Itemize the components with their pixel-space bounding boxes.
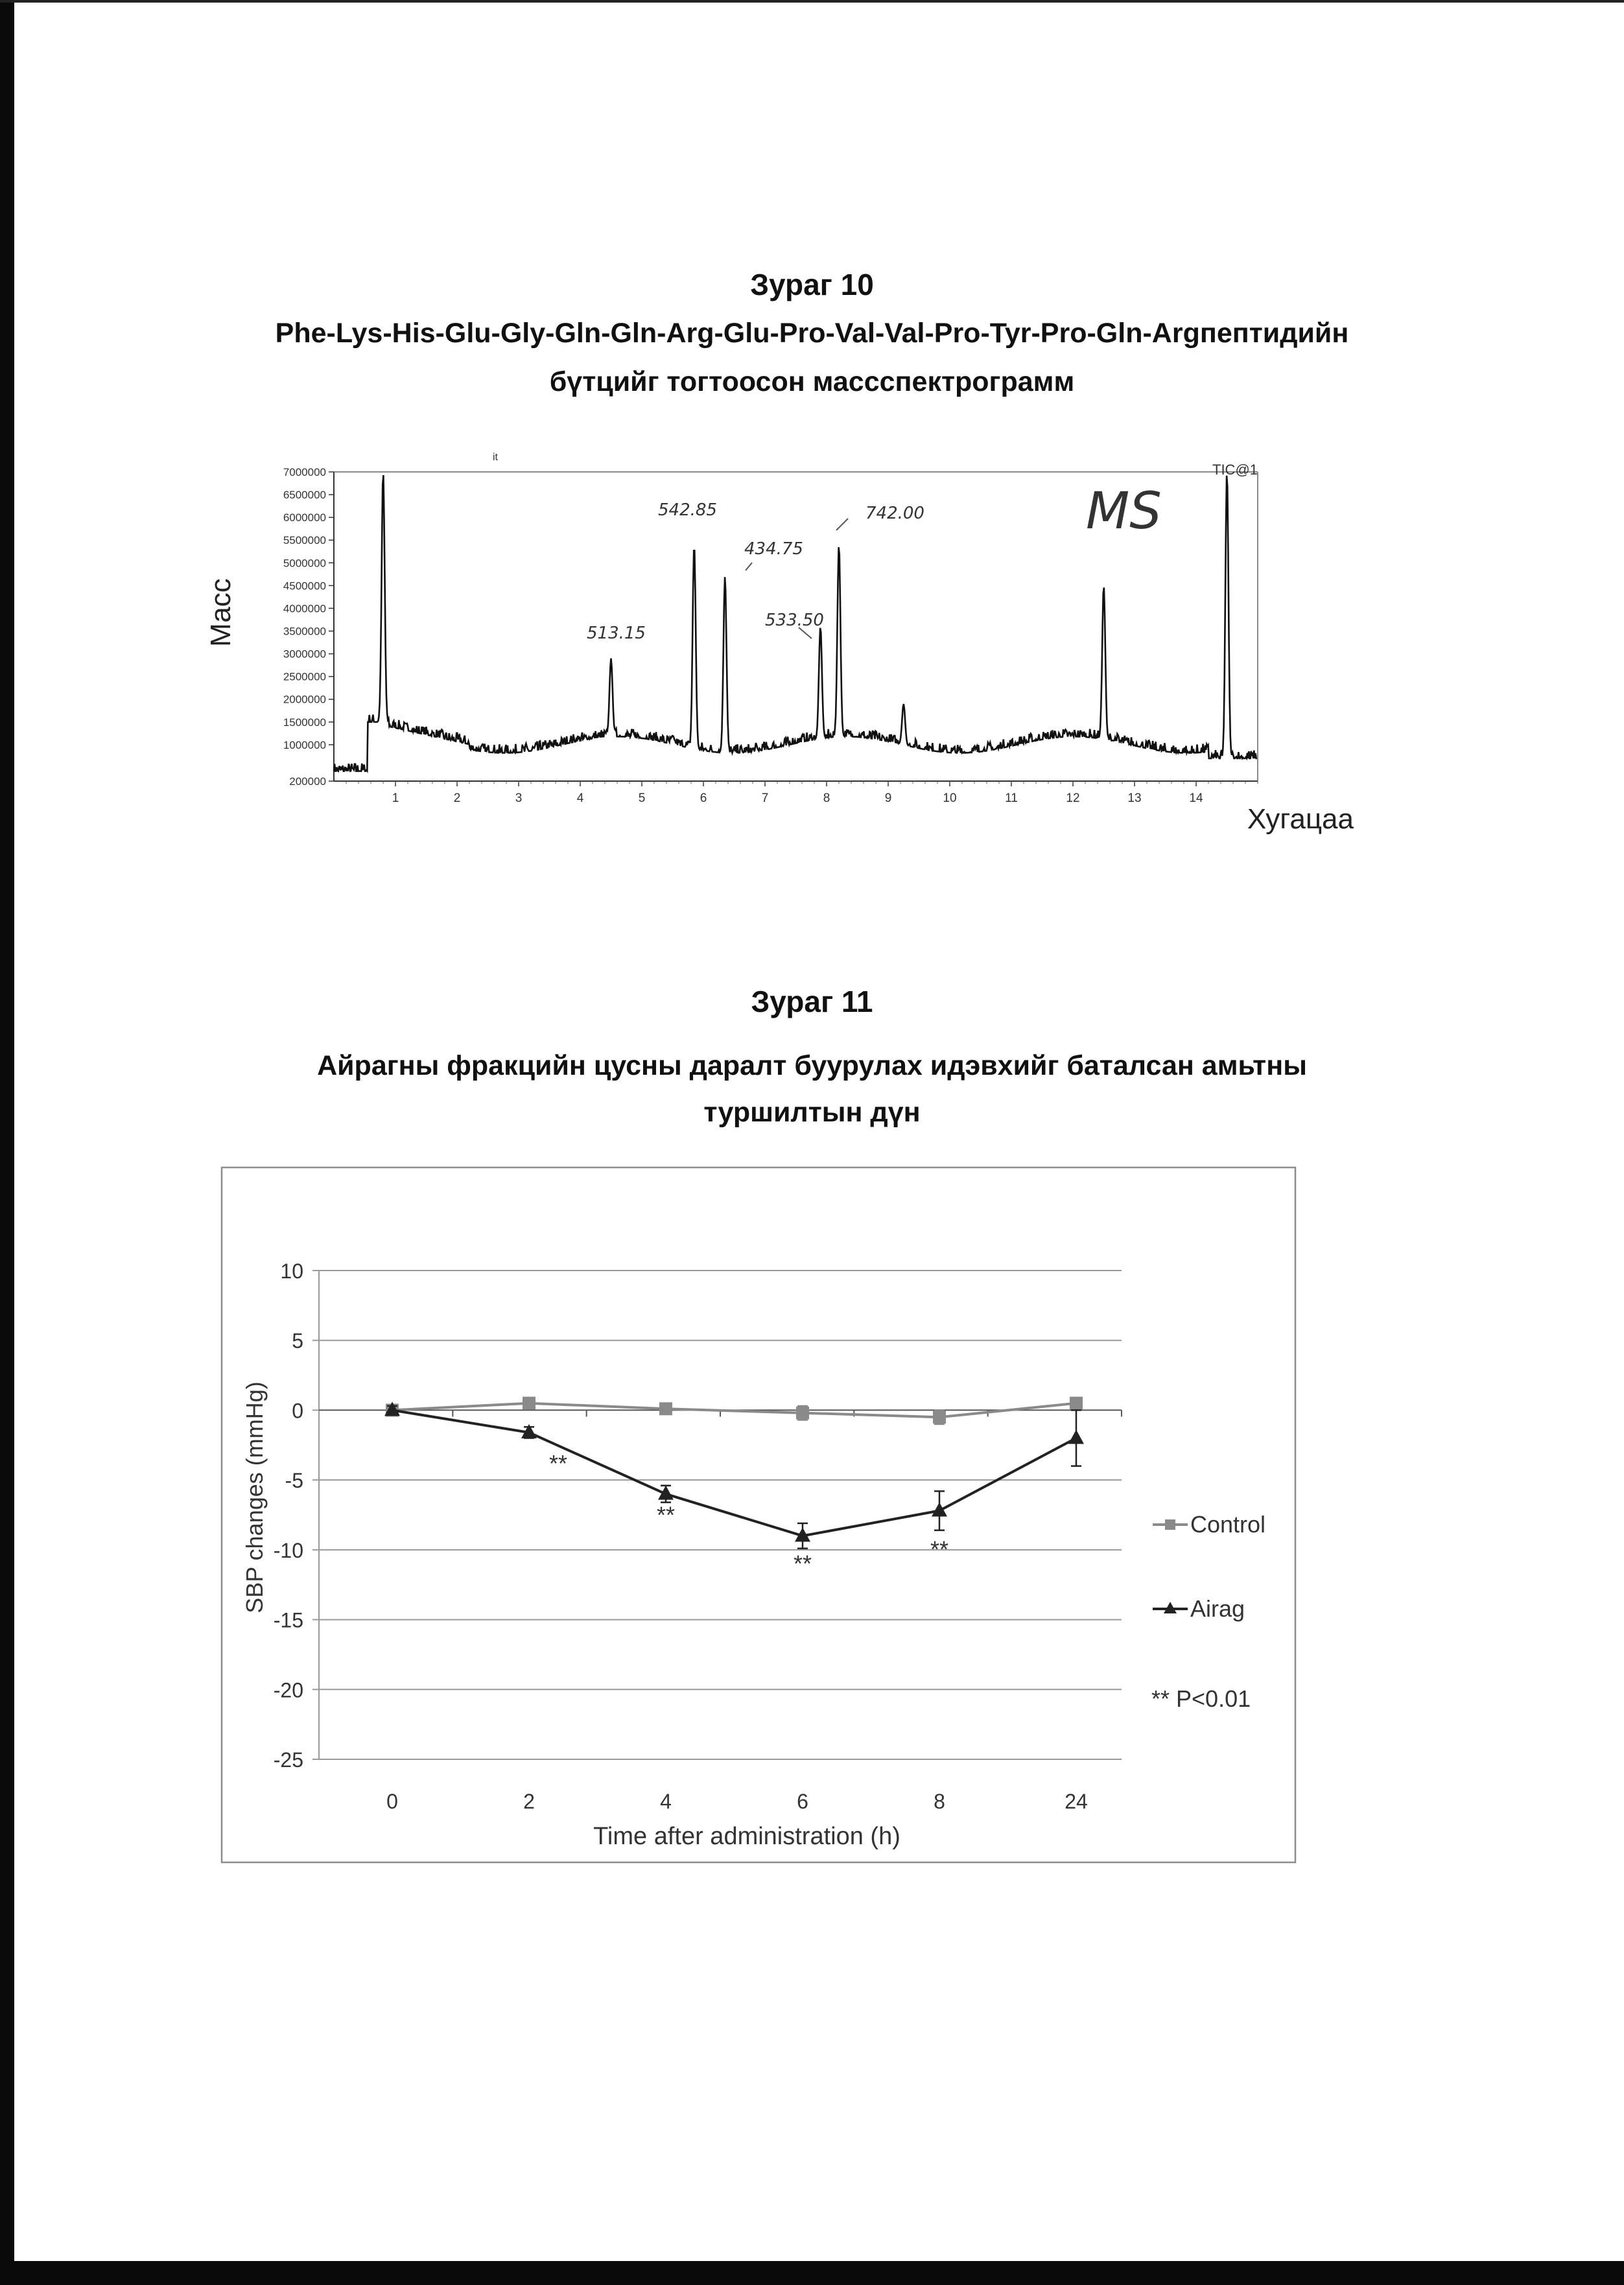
chromatogram-y-tick-label: 1500000 — [283, 716, 326, 729]
sbp-x-tick-label: 6 — [797, 1790, 808, 1813]
chromatogram-x-tick-label: 12 — [1066, 791, 1080, 805]
chromatogram-x-label: Хугацаа — [1247, 803, 1354, 835]
significance-marker: ** — [548, 1449, 568, 1477]
sbp-x-tick-label: 8 — [934, 1790, 945, 1813]
sbp-y-tick-label: -25 — [273, 1748, 303, 1772]
chromatogram-y-tick-label: 4000000 — [283, 602, 326, 615]
peak-annotation: 513.15 — [587, 624, 646, 643]
chromatogram-y-tick-label: 2000000 — [283, 693, 326, 706]
chromatogram-x-tick-label: 11 — [1005, 791, 1018, 805]
significance-note: ** P<0.01 — [1151, 1685, 1251, 1712]
chromatogram-y-tick-label: 3500000 — [283, 625, 326, 638]
chromatogram-y-tick-label: 5000000 — [283, 557, 326, 570]
sbp-y-tick-label: -15 — [273, 1608, 303, 1632]
peak-annotation: 533.50 — [765, 611, 824, 630]
sbp-x-tick-label: 0 — [386, 1790, 398, 1813]
chromatogram-y-tick-label: 1000000 — [283, 738, 326, 751]
chromatogram-x-tick-label: 13 — [1127, 791, 1142, 805]
chromatogram-y-tick-label: 3000000 — [283, 648, 326, 661]
significance-marker: ** — [793, 1550, 812, 1577]
data-point — [796, 1407, 809, 1420]
figure10-caption-line2: бүтцийг тогтоосон массспектрограмм — [549, 366, 1075, 397]
sbp-x-tick-label: 24 — [1065, 1790, 1088, 1813]
peak-annotation: 542.85 — [658, 500, 717, 520]
significance-marker: ** — [656, 1501, 676, 1529]
chromatogram-y-tick-label: 6500000 — [283, 489, 326, 502]
chromatogram-x-tick-label: 8 — [823, 791, 830, 805]
chromatogram-x-tick-label: 14 — [1189, 791, 1203, 805]
chromatogram-y-label: Масс — [205, 578, 237, 647]
figure11-caption-line2: туршилтын дүн — [703, 1097, 921, 1128]
sbp-y-tick-label: -10 — [273, 1538, 303, 1562]
chromatogram-x-tick-label: 6 — [700, 791, 707, 805]
sbp-y-label: SBP changes (mmHg) — [241, 1381, 268, 1613]
data-point — [659, 1402, 672, 1415]
figure10-number: Зураг 10 — [750, 268, 874, 301]
sbp-y-tick-label: 5 — [292, 1329, 303, 1353]
sbp-y-tick-label: 0 — [292, 1399, 303, 1423]
chromatogram-x-tick-label: 4 — [576, 791, 584, 805]
legend-label: Airag — [1190, 1595, 1245, 1622]
data-point — [933, 1411, 946, 1424]
figure10-caption-line1: Phe-Lys-His-Glu-Gly-Gln-Gln-Arg-Glu-Pro-Val-Val-Pro-Tyr-Pro-Gln-Argпептидийн — [275, 318, 1349, 349]
chromatogram-x-tick-label: 5 — [638, 791, 646, 805]
chromatogram-y-tick-label: 2500000 — [283, 670, 326, 683]
legend-label: Control — [1190, 1511, 1266, 1538]
figure11-caption-line1: Айрагны фракцийн цусны даралт буурулах идэвхийг баталсан амьтны — [317, 1050, 1307, 1081]
sbp-y-tick-label: 10 — [280, 1260, 303, 1283]
chromatogram-y-tick-label: 200000 — [289, 775, 326, 788]
sbp-x-tick-label: 2 — [523, 1790, 535, 1813]
data-point — [1070, 1397, 1083, 1410]
legend-swatch-marker — [1165, 1519, 1175, 1530]
peak-annotation: 742.00 — [865, 504, 924, 523]
peak-annotation: 434.75 — [744, 539, 803, 559]
ms-handwritten-label: MS — [1086, 482, 1162, 541]
chromatogram-x-tick-label: 10 — [943, 791, 957, 805]
chromatogram-y-tick-label: 4500000 — [283, 580, 326, 592]
significance-marker: ** — [930, 1536, 949, 1563]
chromatogram-x-tick-label: 2 — [453, 791, 461, 805]
tic-corner-label: TIC@1 — [1212, 462, 1258, 478]
sbp-x-tick-label: 4 — [660, 1790, 672, 1813]
chromatogram-y-tick-label: 7000000 — [283, 466, 326, 478]
chromatogram-unit-label: it — [493, 452, 498, 463]
sbp-y-tick-label: -5 — [285, 1469, 303, 1493]
scan-edge-bottom — [0, 2261, 1624, 2285]
chromatogram-x-tick-label: 3 — [515, 791, 523, 805]
chromatogram-x-tick-label: 1 — [392, 791, 399, 805]
data-point — [523, 1397, 535, 1410]
chart-frame — [222, 1167, 1295, 1862]
sbp-y-tick-label: -20 — [273, 1678, 303, 1702]
chromatogram-y-tick-label: 5500000 — [283, 534, 326, 547]
chromatogram-x-tick-label: 7 — [761, 791, 769, 805]
chromatogram-y-tick-label: 6000000 — [283, 511, 326, 524]
figure11-number: Зураг 11 — [751, 985, 873, 1018]
sbp-x-label: Time after administration (h) — [593, 1823, 900, 1850]
chromatogram-x-tick-label: 9 — [884, 791, 892, 805]
